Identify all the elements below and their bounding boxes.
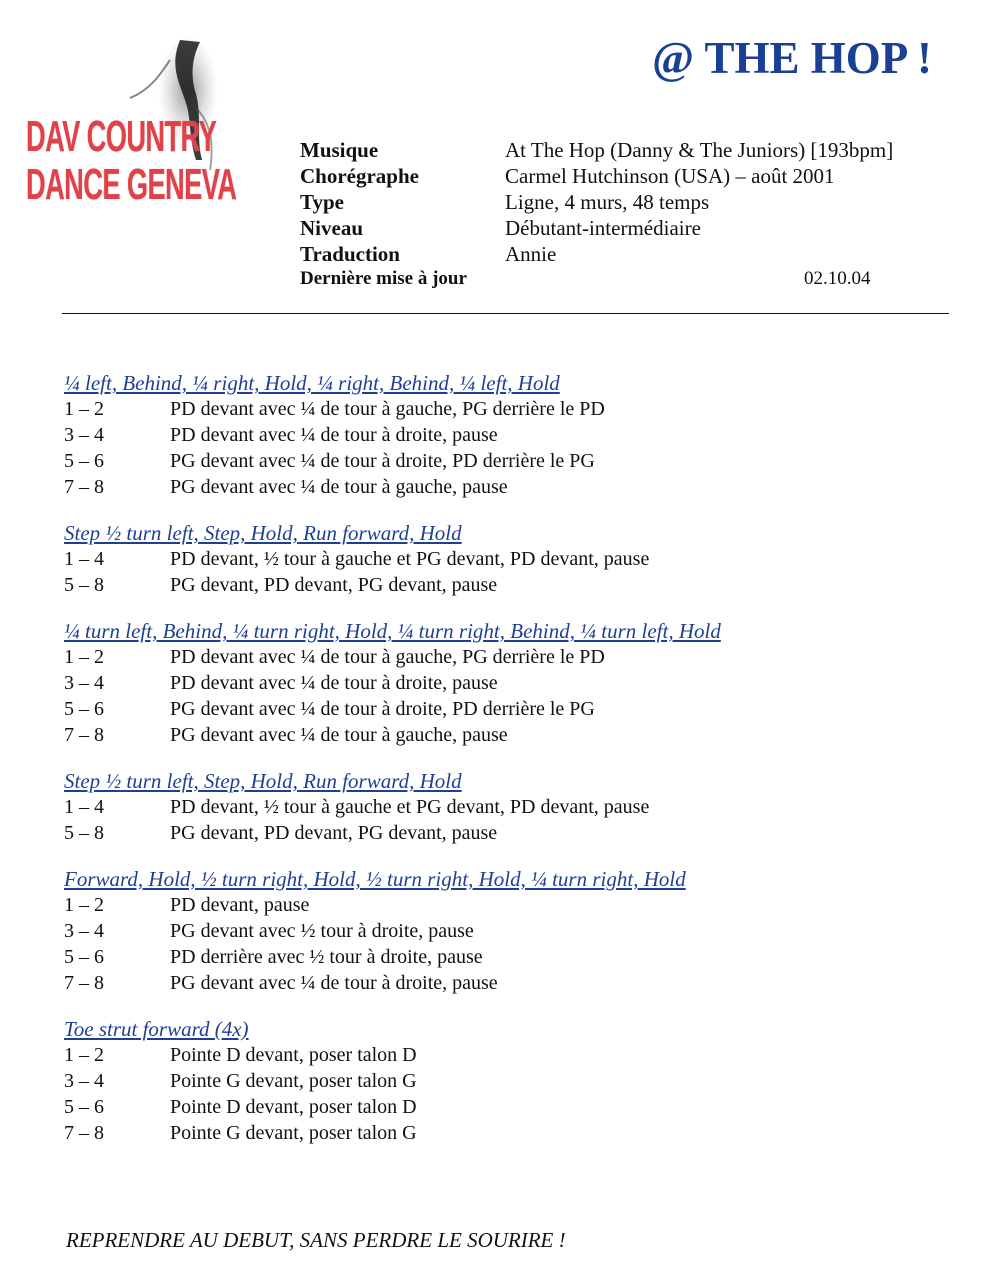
step-row bbox=[64, 1068, 944, 1094]
step-description: PG devant avec ¼ de tour à gauche, pause bbox=[170, 724, 508, 746]
info-value: Ligne, 4 murs, 48 temps bbox=[505, 190, 710, 214]
step-count: 5 – 6 bbox=[64, 698, 104, 720]
info-row-choreographer bbox=[300, 164, 950, 190]
section-title: Step ½ turn left, Step, Hold, Run forward, Hold bbox=[64, 521, 462, 545]
step-row bbox=[64, 448, 944, 474]
step-count: 1 – 2 bbox=[64, 894, 104, 916]
section-title: Forward, Hold, ½ turn right, Hold, ½ turn right, Hold, ¼ turn right, Hold bbox=[64, 867, 686, 891]
step-row bbox=[64, 970, 944, 996]
step-row bbox=[64, 820, 944, 846]
last-update-date: 02.10.04 bbox=[804, 268, 871, 289]
step-description: PG devant avec ¼ de tour à gauche, pause bbox=[170, 476, 508, 498]
step-description: Pointe G devant, poser talon G bbox=[170, 1070, 417, 1092]
section-title: ¼ left, Behind, ¼ right, Hold, ¼ right, Behind, ¼ left, Hold bbox=[64, 371, 560, 395]
step-row bbox=[64, 422, 944, 448]
step-description: Pointe D devant, poser talon D bbox=[170, 1044, 417, 1066]
logo-line-1: DAV COUNTRY bbox=[26, 112, 217, 161]
step-row bbox=[64, 1042, 944, 1068]
step-count: 5 – 8 bbox=[64, 822, 104, 844]
step-section bbox=[64, 1016, 944, 1146]
info-label: Chorégraphe bbox=[300, 164, 419, 188]
step-row bbox=[64, 794, 944, 820]
info-row-type bbox=[300, 190, 950, 216]
info-row-last-update bbox=[300, 268, 950, 294]
step-count: 3 – 4 bbox=[64, 1070, 104, 1092]
step-section bbox=[64, 618, 944, 748]
step-row bbox=[64, 722, 944, 748]
step-description: Pointe D devant, poser talon D bbox=[170, 1096, 417, 1118]
step-description: PG devant, PD devant, PG devant, pause bbox=[170, 574, 498, 596]
step-count: 5 – 8 bbox=[64, 574, 104, 596]
info-value: At The Hop (Danny & The Juniors) [193bpm] bbox=[505, 138, 894, 162]
step-description: PG devant avec ½ tour à droite, pause bbox=[170, 920, 474, 942]
step-description: PD devant avec ¼ de tour à droite, pause bbox=[170, 672, 498, 694]
step-row bbox=[64, 1120, 944, 1146]
step-count: 7 – 8 bbox=[64, 724, 104, 746]
step-row bbox=[64, 670, 944, 696]
info-row-level bbox=[300, 216, 950, 242]
info-row-music bbox=[300, 138, 950, 164]
step-row bbox=[64, 892, 944, 918]
step-row bbox=[64, 644, 944, 670]
step-count: 5 – 6 bbox=[64, 946, 104, 968]
step-row bbox=[64, 918, 944, 944]
step-sheet bbox=[64, 370, 944, 1166]
step-count: 3 – 4 bbox=[64, 424, 104, 446]
page-title: @ THE HOP ! bbox=[652, 33, 932, 83]
section-title: Toe strut forward (4x) bbox=[64, 1017, 249, 1041]
step-count: 5 – 6 bbox=[64, 1096, 104, 1118]
step-description: PD devant avec ¼ de tour à gauche, PG derrière le PD bbox=[170, 646, 605, 668]
step-description: PG devant avec ¼ de tour à droite, pause bbox=[170, 972, 498, 994]
step-row bbox=[64, 1094, 944, 1120]
step-section bbox=[64, 520, 944, 598]
step-count: 5 – 6 bbox=[64, 450, 104, 472]
step-row bbox=[64, 696, 944, 722]
step-count: 3 – 4 bbox=[64, 920, 104, 942]
step-row bbox=[64, 396, 944, 422]
step-count: 1 – 2 bbox=[64, 398, 104, 420]
info-value: Débutant-intermédiaire bbox=[505, 216, 701, 240]
step-description: PG devant avec ¼ de tour à droite, PD derrière le PG bbox=[170, 698, 595, 720]
step-count: 1 – 4 bbox=[64, 796, 104, 818]
step-section bbox=[64, 370, 944, 500]
section-title: Step ½ turn left, Step, Hold, Run forward, Hold bbox=[64, 769, 462, 793]
step-description: PD derrière avec ½ tour à droite, pause bbox=[170, 946, 483, 968]
info-value: Carmel Hutchinson (USA) – août 2001 bbox=[505, 164, 835, 188]
logo-line-2: DANCE GENEVA bbox=[26, 160, 237, 209]
step-description: Pointe G devant, poser talon G bbox=[170, 1122, 417, 1144]
section-title: ¼ turn left, Behind, ¼ turn right, Hold, ¼ turn right, Behind, ¼ turn left, Hold bbox=[64, 619, 721, 643]
step-description: PD devant, ½ tour à gauche et PG devant, PD devant, pause bbox=[170, 796, 650, 818]
info-label: Niveau bbox=[300, 216, 363, 240]
step-count: 3 – 4 bbox=[64, 672, 104, 694]
club-logo bbox=[10, 20, 237, 240]
step-row bbox=[64, 572, 944, 598]
step-description: PG devant avec ¼ de tour à droite, PD derrière le PG bbox=[170, 450, 595, 472]
step-count: 7 – 8 bbox=[64, 1122, 104, 1144]
step-description: PD devant avec ¼ de tour à droite, pause bbox=[170, 424, 498, 446]
step-description: PD devant, pause bbox=[170, 894, 310, 916]
step-count: 7 – 8 bbox=[64, 476, 104, 498]
info-label: Traduction bbox=[300, 242, 400, 266]
info-label: Type bbox=[300, 190, 344, 214]
info-value: Annie bbox=[505, 242, 557, 266]
step-row bbox=[64, 944, 944, 970]
step-count: 1 – 4 bbox=[64, 548, 104, 570]
info-row-translation bbox=[300, 242, 950, 268]
step-row bbox=[64, 546, 944, 572]
step-description: PD devant avec ¼ de tour à gauche, PG derrière le PD bbox=[170, 398, 605, 420]
step-section bbox=[64, 866, 944, 996]
step-section bbox=[64, 768, 944, 846]
step-count: 1 – 2 bbox=[64, 1044, 104, 1066]
info-label: Dernière mise à jour bbox=[300, 268, 467, 289]
step-description: PD devant, ½ tour à gauche et PG devant, PD devant, pause bbox=[170, 548, 650, 570]
step-row bbox=[64, 474, 944, 500]
step-count: 1 – 2 bbox=[64, 646, 104, 668]
header-divider bbox=[62, 313, 949, 314]
dance-info bbox=[300, 138, 950, 294]
step-description: PG devant, PD devant, PG devant, pause bbox=[170, 822, 498, 844]
step-count: 7 – 8 bbox=[64, 972, 104, 994]
info-label: Musique bbox=[300, 138, 379, 162]
closing-note: REPRENDRE AU DEBUT, SANS PERDRE LE SOURIRE ! bbox=[66, 1228, 566, 1252]
